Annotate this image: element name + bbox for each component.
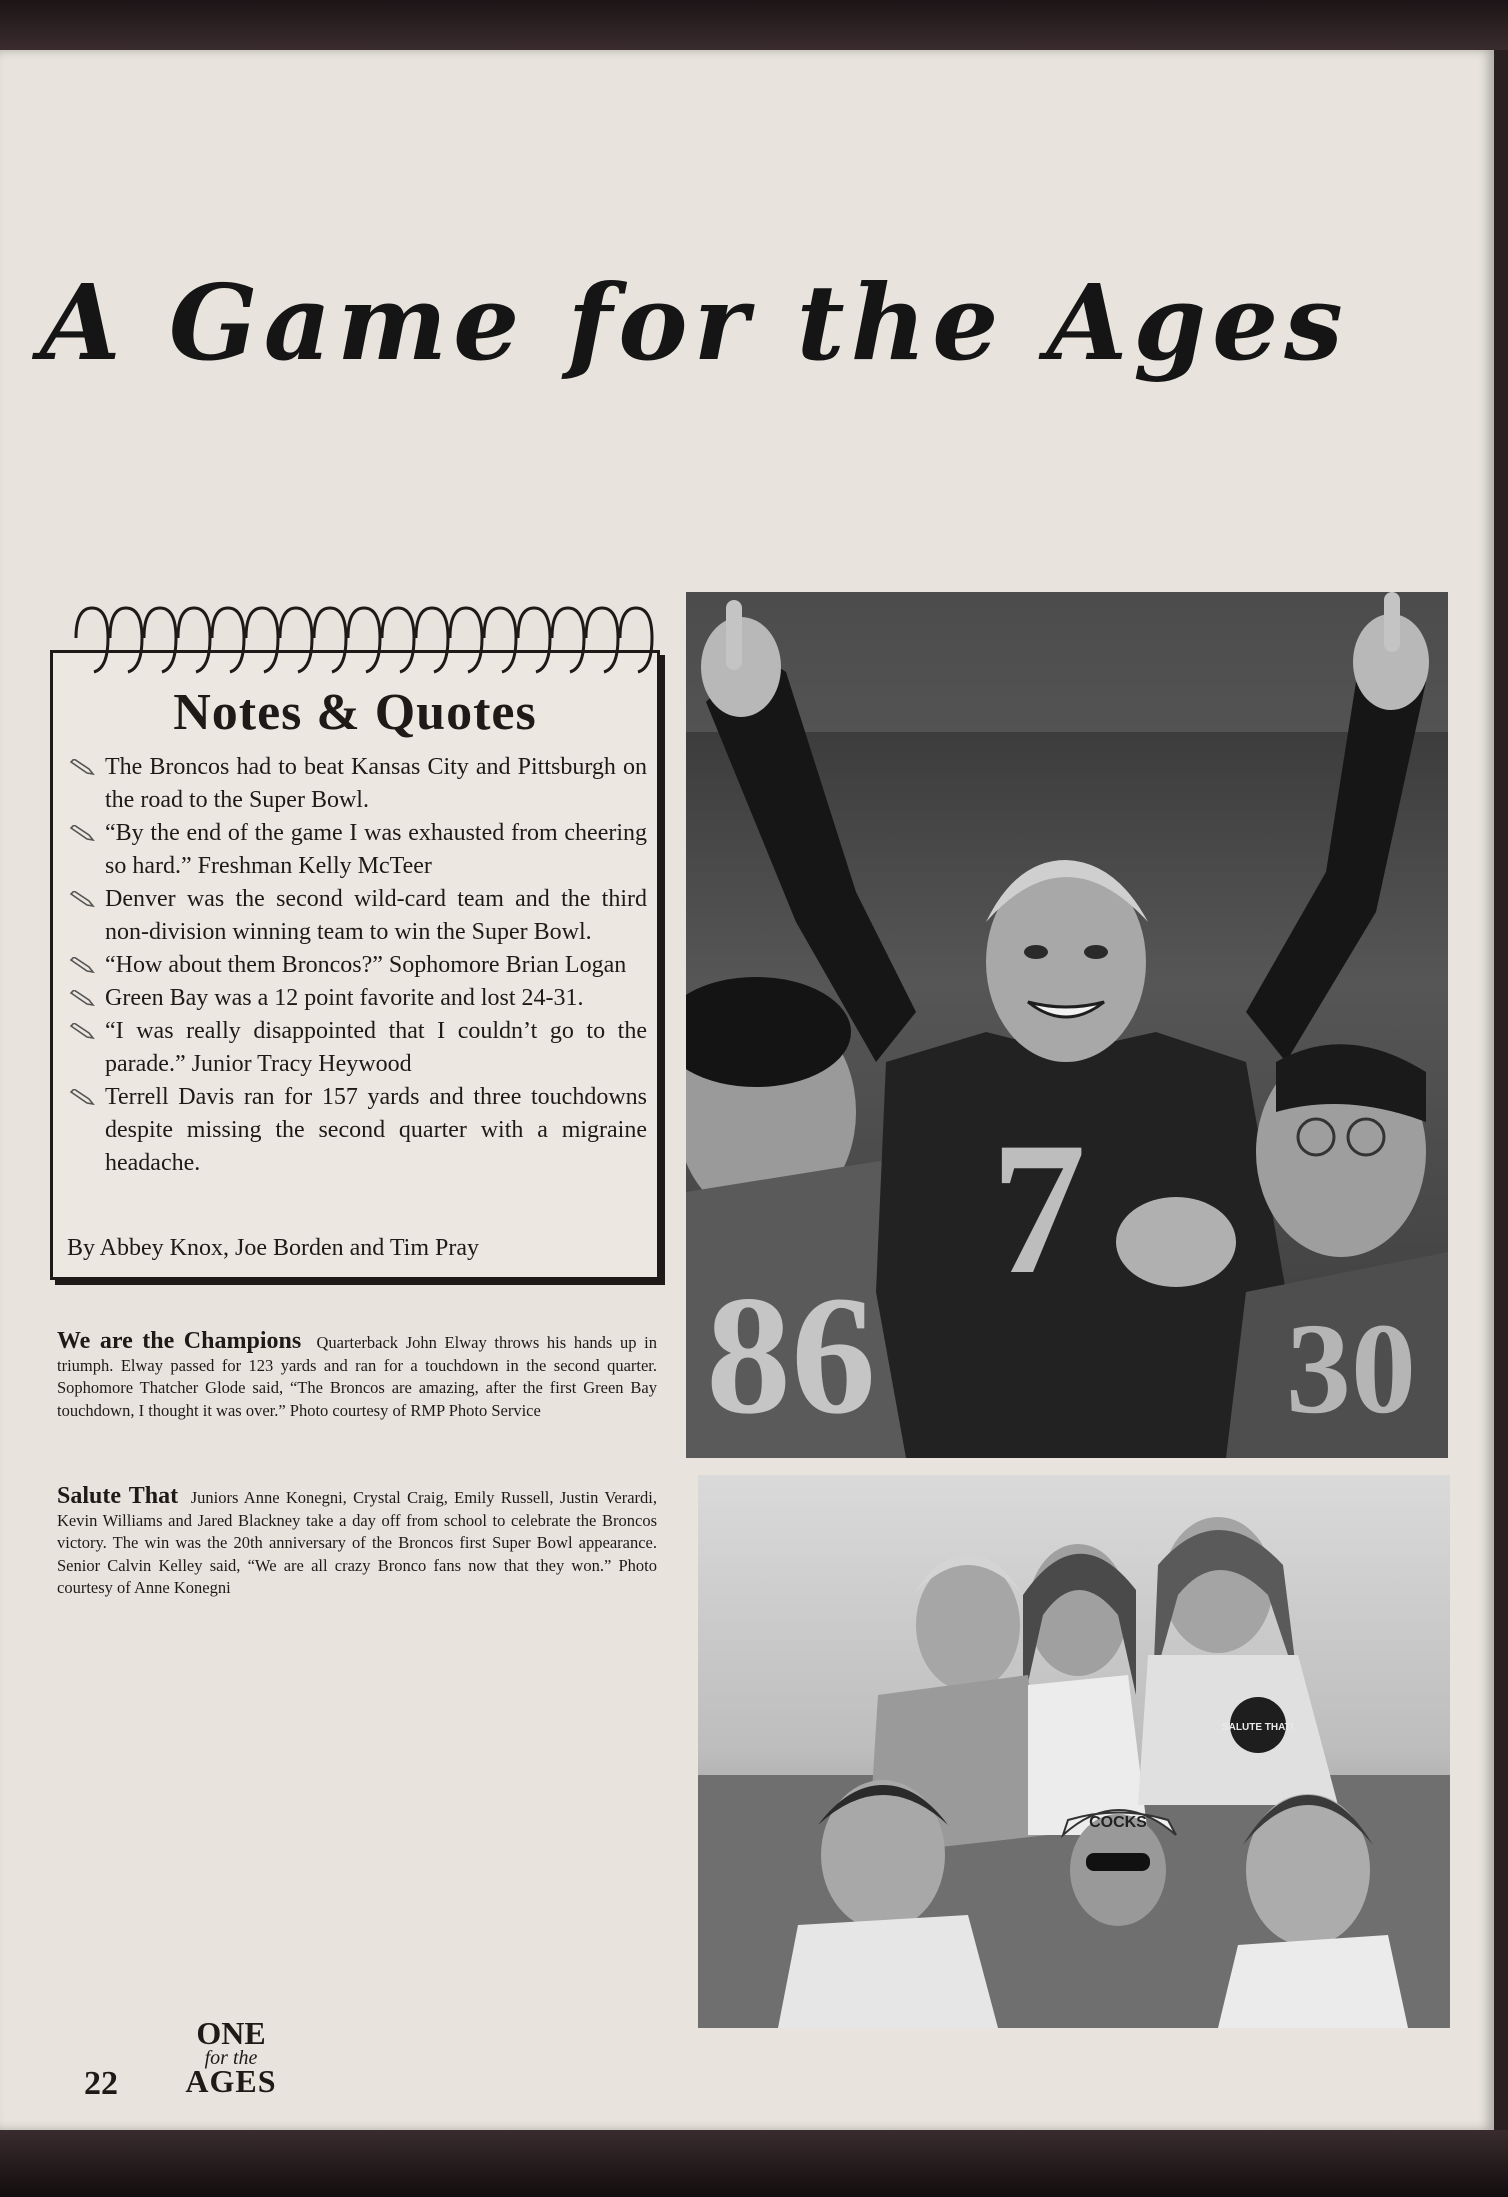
list-item	[67, 1015, 647, 1081]
page-title: A Game for the Ages	[40, 261, 1349, 384]
pencil-icon	[69, 825, 95, 843]
one-for-the-ages-logo	[176, 2016, 286, 2116]
pencil-icon	[69, 1023, 95, 1041]
logo-line-ages: AGES	[185, 2063, 277, 2099]
pencil-icon	[69, 759, 95, 777]
note-text: “How about them Broncos?” Sophomore Brian Logan	[105, 952, 627, 978]
list-item	[67, 751, 647, 817]
caption-text: Juniors Anne Konegni, Crystal Craig, Emily Russell, Justin Verardi, Kevin Williams and Jared Blackney take a day off from school to celebrate the Broncos victory. The win was the 20th anniversary of the Broncos first Super Bowl appearance. Senior Calvin Kelley said, “We are all crazy Bronco fans now that they won.” Photo courtesy of Anne Konegni	[57, 1488, 658, 1597]
pencil-icon	[69, 990, 95, 1008]
cap-text: COCKS	[1089, 1814, 1147, 1831]
notes-and-quotes-box	[50, 650, 660, 1280]
pencil-icon	[69, 891, 95, 909]
svg-text:86: 86	[706, 1261, 876, 1449]
note-text: Denver was the second wild-card team and the third non-division winning team to win the Super Bowl.	[105, 886, 647, 945]
pencil-icon	[69, 1089, 95, 1107]
notes-title: Notes & Quotes	[173, 684, 537, 741]
jersey-number: 7	[991, 1104, 1086, 1314]
caption-champions	[57, 1330, 657, 1422]
note-text: Terrell Davis ran for 157 yards and three touchdowns despite missing the second quarter with a migraine headache.	[105, 1084, 647, 1176]
spiral-binding-icon	[70, 598, 660, 680]
scan-edge-top	[0, 0, 1508, 50]
notes-byline: By Abbey Knox, Joe Borden and Tim Pray	[67, 1235, 480, 1261]
notes-list	[67, 751, 647, 1180]
list-item	[67, 817, 647, 883]
logo-line-for-the: for the	[204, 2047, 258, 2069]
svg-text:30: 30	[1286, 1297, 1416, 1441]
caption-heading: Salute That	[57, 1483, 179, 1509]
note-text: “I was really disappointed that I couldn’t go to the parade.” Junior Tracy Heywood	[105, 1018, 647, 1077]
note-text: “By the end of the game I was exhausted from cheering so hard.” Freshman Kelly McTeer	[105, 820, 647, 879]
list-item	[67, 1081, 647, 1180]
caption-text: Quarterback John Elway throws his hands up in triumph. Elway passed for 123 yards and ran for a touchdown in the second quarter. Sophomore Thatcher Glode said, “The Broncos are amazing, after the first Green Bay touchdown, I thought it was over.” Photo courtesy of RMP Photo Service	[57, 1333, 658, 1420]
note-text: Green Bay was a 12 point favorite and lost 24-31.	[105, 985, 584, 1011]
photo-elway-celebrating	[686, 592, 1448, 1458]
list-item	[67, 883, 647, 949]
list-item	[67, 949, 647, 982]
caption-salute-that	[57, 1485, 657, 1600]
pencil-icon	[69, 957, 95, 975]
photo-students-celebrating	[698, 1475, 1450, 2028]
note-text: The Broncos had to beat Kansas City and Pittsburgh on the road to the Super Bowl.	[105, 754, 647, 813]
caption-heading: We are the Champions	[57, 1328, 302, 1354]
scan-edge-bottom	[0, 2130, 1508, 2197]
logo-line-one: ONE	[196, 2015, 266, 2051]
list-item	[67, 982, 647, 1015]
salute-badge: SALUTE THAT!	[1221, 1722, 1295, 1733]
page-number: 22	[84, 2065, 118, 2102]
